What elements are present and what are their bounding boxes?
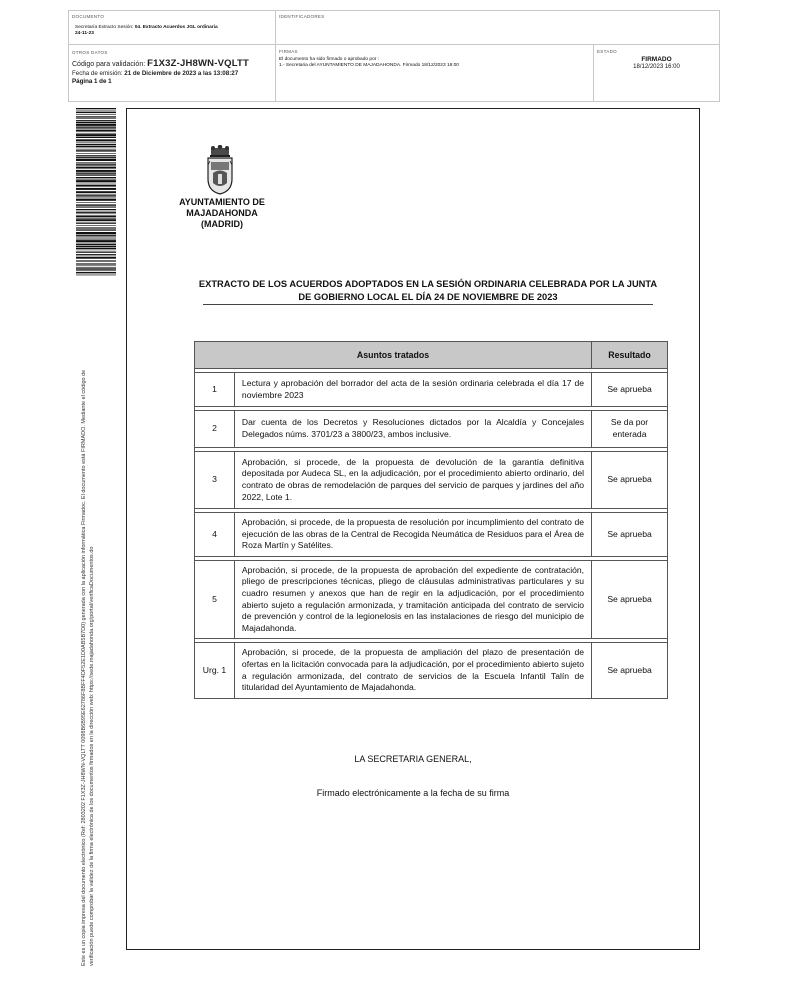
estado-label: ESTADO bbox=[597, 49, 617, 54]
barcode-icon bbox=[76, 108, 116, 276]
header-asuntos: Asuntos tratados bbox=[195, 342, 592, 369]
signatory-role: LA SECRETARIA GENERAL, bbox=[354, 754, 472, 764]
identificadores-label: IDENTIFICADORES bbox=[279, 14, 325, 19]
row-number: 1 bbox=[195, 373, 235, 407]
org-line-1: AYUNTAMIENTO DE bbox=[179, 197, 265, 207]
documento-label: DOCUMENTO bbox=[72, 14, 105, 19]
signature-note: Firmado electrónicamente a la fecha de su firma bbox=[316, 788, 510, 798]
row-result: Se aprueba bbox=[592, 561, 668, 639]
row-description: Aprobación, si procede, de la propuesta de devolución de la garantía definitiva depositada por Audeca SL, en la adjudicación, por el procedimiento abierto ordinario, del contrato de obras de remodelación de parques del servicio de parques y jardines del año 2022, Lote 1. bbox=[234, 452, 591, 509]
firmas-entry: 1.- Secretaria del AYUNTAMIENTO DE MAJADAHONDA. Firmado 18/12/2023 16:00 bbox=[279, 63, 459, 68]
row-number: Urg. 1 bbox=[195, 643, 235, 699]
documento-name: Secretaría Extracto Sesión: 04. Extracto Acuerdos JGL ordinaria 24-11-23 bbox=[75, 25, 218, 36]
verification-side-note bbox=[80, 298, 96, 966]
identificadores-cell bbox=[276, 11, 719, 45]
validation-code: F1X3Z-JH8WN-VQLTT bbox=[147, 58, 250, 69]
otros-datos-label: OTROS DATOS bbox=[72, 50, 108, 55]
row-description: Aprobación, si procede, de la propuesta de ampliación del plazo de presentación de ofertas en la licitación convocada para la adjudicación, por el procedimiento abierto sujeto a regulación armonizada, del contrato de servicios de la Escuela Infantil Talín de titularidad del Ayuntamiento de Majadahonda. bbox=[234, 643, 591, 699]
organization-name bbox=[170, 197, 274, 230]
row-result: Se aprueba bbox=[592, 643, 668, 699]
row-description: Aprobación, si procede, de la propuesta de resolución por incumplimiento del contrato de ejecución de las obras de la Central de Recogida Neumática de Residuos para el Área de Roza Martín y Satélites. bbox=[234, 513, 591, 557]
row-result: Se aprueba bbox=[592, 373, 668, 407]
row-number: 4 bbox=[195, 513, 235, 557]
document-title: EXTRACTO DE LOS ACUERDOS ADOPTADOS EN LA SESIÓN ORDINARIA CELEBRADA POR LA JUNTA DE GOBIERNO LOCAL EL DÍA 24 DE NOVIEMBRE DE 2023 bbox=[198, 279, 658, 302]
otros-datos-cell bbox=[69, 45, 276, 101]
validation-line: Código para validación: F1X3Z-JH8WN-VQLTT bbox=[72, 58, 250, 69]
org-line-3: (MADRID) bbox=[201, 219, 243, 229]
title-underline bbox=[203, 304, 653, 305]
row-description: Lectura y aprobación del borrador del acta de la sesión ordinaria celebrada el día 17 de noviembre 2023 bbox=[234, 373, 591, 407]
page-number: Página 1 de 1 bbox=[72, 78, 112, 85]
document-metadata-header bbox=[68, 10, 720, 102]
table-row bbox=[195, 411, 668, 448]
row-number: 3 bbox=[195, 452, 235, 509]
table-row bbox=[195, 373, 668, 407]
org-line-2: MAJADAHONDA bbox=[186, 208, 258, 218]
emission-line: Fecha de emisión: 21 de Diciembre de 2023 a las 13:08:27 bbox=[72, 70, 239, 77]
firmas-cell bbox=[276, 45, 594, 101]
table-row bbox=[195, 452, 668, 509]
table-row bbox=[195, 513, 668, 557]
firmas-intro: El documento ha sido firmado o aprobado por : bbox=[279, 57, 379, 62]
table-row bbox=[195, 561, 668, 639]
coat-of-arms-icon bbox=[202, 145, 238, 195]
row-result: Se aprueba bbox=[592, 452, 668, 509]
table-row bbox=[195, 643, 668, 699]
side-note-line-1: Este es un copia impresa del documento electrónico (Ref: 2803202 F1X3Z-JH8WN-VQLTT 0098B6B95E62786F8BFF4DF52E1D0AB5B7D0) generada con la aplicación informática Firmadoc. El documento está FIRMADO. Mediante el código de bbox=[81, 369, 87, 966]
documento-cell bbox=[69, 11, 276, 45]
estado-date: 18/12/2023 16:00 bbox=[633, 64, 680, 70]
row-number: 2 bbox=[195, 411, 235, 448]
agreements-table bbox=[194, 341, 668, 699]
estado-cell bbox=[594, 45, 719, 101]
firmas-label: FIRMAS bbox=[279, 49, 298, 54]
row-description: Dar cuenta de los Decretos y Resoluciones dictados por la Alcaldía y Concejales Delegados núms. 3701/23 a 3800/23, ambos inclusive. bbox=[234, 411, 591, 448]
header-resultado: Resultado bbox=[592, 342, 668, 369]
side-note-line-2: verificación puede comprobar la validez de la firma electrónica de los documentos firmados en la dirección web: https://sede.majadahonda.org/portal/verificaDocumentos.do bbox=[89, 546, 95, 966]
estado-value: FIRMADO bbox=[641, 56, 672, 63]
row-description: Aprobación, si procede, de la propuesta de aprobación del expediente de contratación, pliego de prescripciones técnicas, pliego de cláusulas administrativas particulares y su cuadro resumen y anexos que han de regir en la adjudicación, por el procedimiento abierto sujeto a regulación armonizada, y tramitación anticipada del contrato de servicio de prevención y control de la legionelosis en las instalaciones de riesgo del municipio de Majadahonda. bbox=[234, 561, 591, 639]
row-result: Se da por enterada bbox=[592, 411, 668, 448]
row-result: Se aprueba bbox=[592, 513, 668, 557]
row-number: 5 bbox=[195, 561, 235, 639]
table-header-row bbox=[195, 342, 668, 369]
